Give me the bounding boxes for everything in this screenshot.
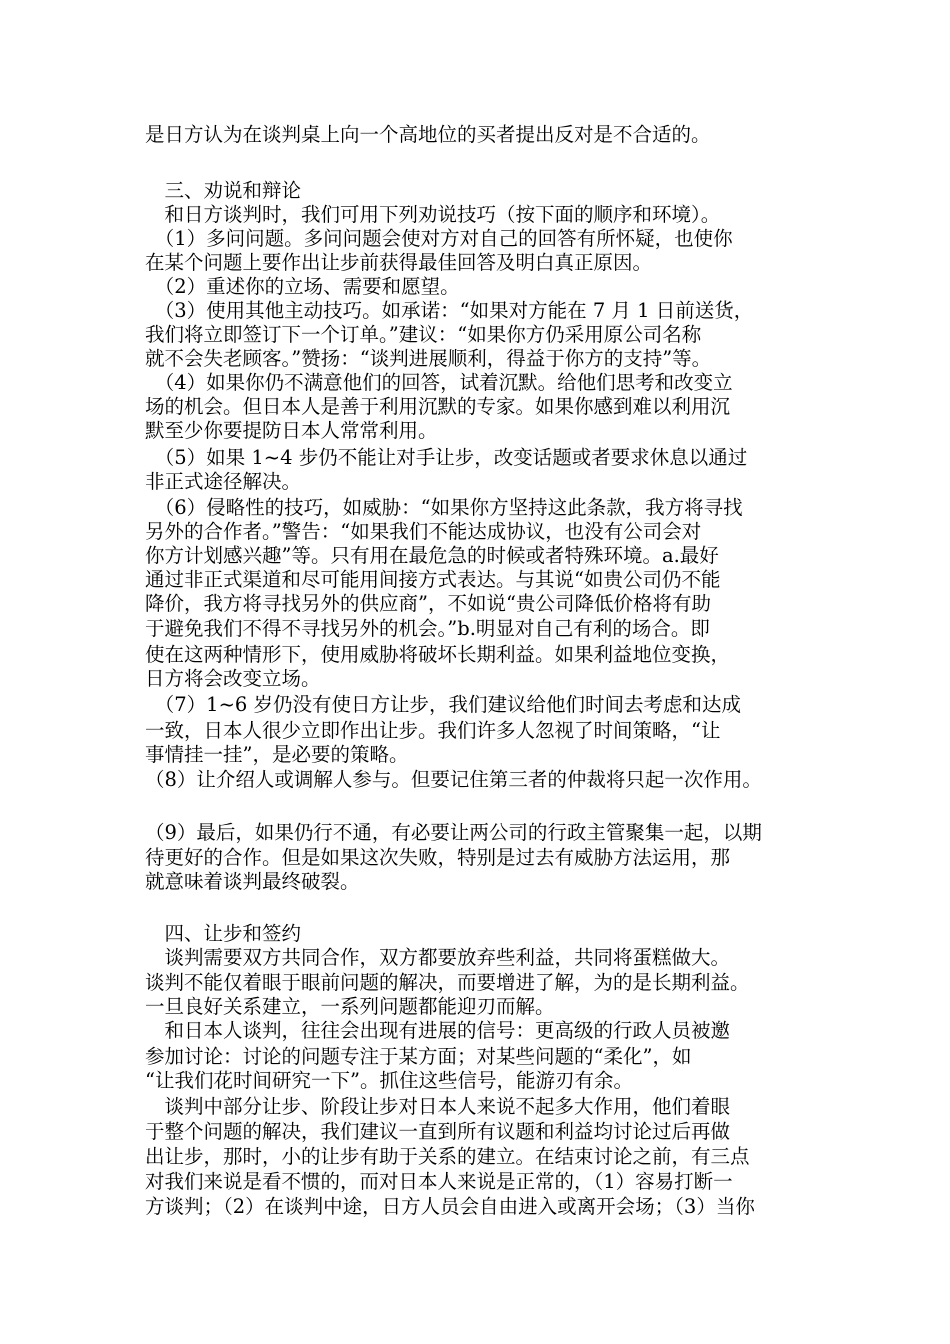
text-line: 谈判中部分让步、阶段让步对日本人来说不起多大作用，他们着眼 xyxy=(145,1095,731,1118)
text-line: 一旦良好关系建立，一系列问题都能迎刃而解。 xyxy=(145,995,555,1018)
text-line: 谈判需要双方共同合作，双方都要放弃些利益，共同将蛋糕做大。 xyxy=(145,946,731,969)
text-line: 是日方认为在谈判桌上向一个高地位的买者提出反对是不合适的。 xyxy=(145,123,711,146)
text-line: 对我们来说是看不惯的，而对日本人来说是正常的，（1）容易打断一 xyxy=(145,1170,733,1193)
text-line: 出让步，那时，小的让步有助于关系的建立。在结束讨论之前，有三点 xyxy=(145,1145,750,1168)
text-line: 谈判不能仅着眼于眼前问题的解决，而要增进了解，为的是长期利益。 xyxy=(145,971,750,994)
text-line: 就不会失老顾客。”赞扬：“谈判进展顺利，得益于你方的支持”等。 xyxy=(145,347,712,370)
text-line: 于避免我们不得不寻找另外的机会。”b.明显对自己有利的场合。即 xyxy=(145,617,710,640)
text-line: （1）多问问题。多问问题会使对方对自己的回答有所怀疑，也使你 xyxy=(145,227,733,250)
text-line: （8）让介绍人或调解人参与。但要记住第三者的仲裁将只起一次作用。 xyxy=(145,768,762,791)
text-line: 和日本人谈判，往往会出现有进展的信号：更高级的行政人员被邀 xyxy=(145,1019,731,1042)
text-line: 使在这两种情形下，使用威胁将破坏长期利益。如果利益地位变换， xyxy=(145,643,731,666)
text-line: 就意味着谈判最终破裂。 xyxy=(145,870,360,893)
text-line: 一致，日本人很少立即作出让步。我们许多人忽视了时间策略，“让 xyxy=(145,719,721,742)
text-line: （4）如果你仍不满意他们的回答，试着沉默。给他们思考和改变立 xyxy=(145,371,733,394)
text-line: 方谈判；（2）在谈判中途，日方人员会自由进入或离开会场；（3）当你 xyxy=(145,1195,755,1218)
text-line: （2）重述你的立场、需要和愿望。 xyxy=(145,275,460,298)
text-line: 另外的合作者。”警告：“如果我们不能达成协议，也没有公司会对 xyxy=(145,520,702,543)
text-line: 场的机会。但日本人是善于利用沉默的专家。如果你感到难以利用沉 xyxy=(145,395,731,418)
text-line: 你方计划感兴趣”等。只有用在最危急的时候或者特殊环境。a.最好 xyxy=(145,544,719,567)
text-line: 在某个问题上要作出让步前获得最佳回答及明白真正原因。 xyxy=(145,251,653,274)
text-line: 于整个问题的解决，我们建议一直到所有议题和利益均讨论过后再做 xyxy=(145,1120,731,1143)
text-line: 参加讨论：讨论的问题专注于某方面；对某些问题的“柔化”，如 xyxy=(145,1045,692,1068)
text-line: 和日方谈判时，我们可用下列劝说技巧（按下面的顺序和环境）。 xyxy=(145,203,721,226)
text-line: 日方将会改变立场。 xyxy=(145,667,321,690)
text-line: 事情挂一挂”，是必要的策略。 xyxy=(145,743,409,766)
section-heading: 三、劝说和辩论 xyxy=(145,179,302,202)
section-heading: 四、让步和签约 xyxy=(145,922,302,945)
text-line: 默至少你要提防日本人常常利用。 xyxy=(145,419,438,442)
text-line: 我们将立即签订下一个订单。”建议：“如果你方仍采用原公司名称 xyxy=(145,323,702,346)
text-line: （6）侵略性的技巧，如威胁：“如果你方坚持这此条款，我方将寻找 xyxy=(145,496,743,519)
text-line: 降价，我方将寻找另外的供应商”，不如说“贵公司降低价格将有助 xyxy=(145,592,711,615)
text-line: 待更好的合作。但是如果这次失败，特别是过去有威胁方法运用，那 xyxy=(145,846,731,869)
text-line: （7）1~6 岁仍没有使日方让步，我们建议给他们时间去考虑和达成 xyxy=(145,693,742,716)
text-line: “让我们花时间研究一下”。抓住这些信号，能游刃有余。 xyxy=(145,1069,633,1092)
text-line: （3）使用其他主动技巧。如承诺：“如果对方能在 7 月 1 日前送货， xyxy=(145,299,754,322)
text-line: （5）如果 1~4 步仍不能让对手让步，改变话题或者要求休息以通过 xyxy=(145,446,748,469)
text-line: 非正式途径解决。 xyxy=(145,470,302,493)
text-line: （9）最后，如果仍行不通，有必要让两公司的行政主管聚集一起，以期 xyxy=(145,821,762,844)
text-line: 通过非正式渠道和尽可能用间接方式表达。与其说“如贵公司仍不能 xyxy=(145,568,721,591)
